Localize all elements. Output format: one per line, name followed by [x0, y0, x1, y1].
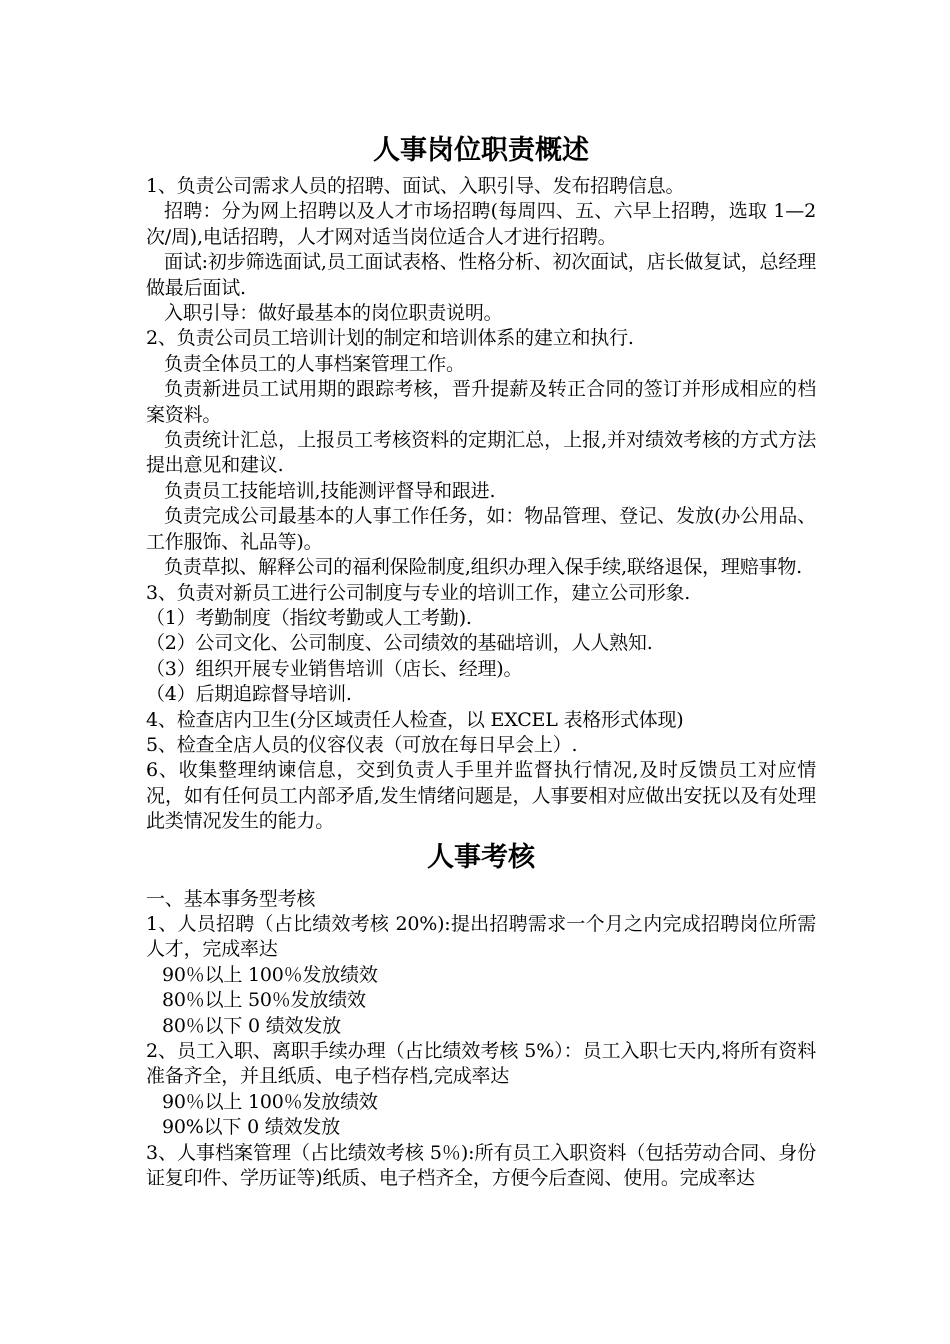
paragraph: 负责草拟、解释公司的福利保险制度,组织办理入保手续,联络退保，理赔事物. [164, 556, 802, 579]
paragraph: （3）组织开展专业销售培训（店长、经理)。 [146, 657, 523, 680]
document-page [146, 132, 816, 1191]
paragraph: 负责员工技能培训,技能测评督导和跟进. [164, 479, 496, 502]
section-body-hr-assessment [146, 887, 816, 1192]
paragraph: （2）公司文化、公司制度、公司绩效的基础培训，人人熟知. [146, 632, 653, 655]
section-title-job-duties: 人事岗位职责概述 [373, 135, 589, 166]
paragraph: 招聘：分为网上招聘以及人才市场招聘(每周四、五、六早上招聘，选取 1—2 次/周),电话招聘，人才网对适当岗位适合人才进行招聘。 [146, 200, 816, 248]
paragraph: 1、人员招聘（占比绩效考核 20%):提出招聘需求一个月之内完成招聘岗位所需人才，完成率达 [146, 912, 816, 961]
paragraph: 负责统计汇总，上报员工考核资料的定期汇总，上报,并对绩效考核的方式方法提出意见和建议. [146, 429, 816, 477]
section-title-hr-assessment: 人事考核 [427, 841, 535, 873]
paragraph: 入职引导：做好最基本的岗位职责说明。 [164, 302, 503, 325]
paragraph: 90%以下 0 绩效发放 [162, 1116, 340, 1139]
paragraph: 4、检查店内卫生(分区域责任人检查，以 EXCEL 表格形式体现) [146, 708, 684, 731]
paragraph: 90％以上 100％发放绩效 [162, 1090, 378, 1113]
paragraph: （4）后期追踪督导培训. [146, 683, 352, 706]
paragraph: 面试:初步筛选面试,员工面试表格、性格分析、初次面试，店长做复试，总经理做最后面试. [146, 251, 816, 299]
paragraph: 2、员工入职、离职手续办理（占比绩效考核 5%）：员工入职七天内,将所有资料准备齐全，并且纸质、电子档存档,完成率达 [146, 1040, 816, 1088]
paragraph: 3、负责对新员工进行公司制度与专业的培训工作，建立公司形象. [146, 581, 691, 604]
paragraph: 6、收集整理纳谏信息，交到负责人手里并监督执行情况,及时反馈员工对应情况，如有任何员工内部矛盾,发生情绪问题是，人事要相对应做出安抚以及有处理此类情况发生的能力。 [146, 759, 816, 833]
paragraph: 90％以上 100％发放绩效 [162, 963, 378, 986]
paragraph: 5、检查全店人员的仪容仪表（可放在每日早会上）. [146, 733, 578, 756]
paragraph: 2、负责公司员工培训计划的制定和培训体系的建立和执行. [146, 327, 634, 350]
paragraph: 负责完成公司最基本的人事工作任务，如：物品管理、登记、发放(办公用品、工作服饰、礼品等)。 [146, 505, 816, 553]
section-body-job-duties [146, 174, 816, 835]
paragraph: 80％以上 50％发放绩效 [162, 989, 366, 1012]
paragraph: 负责全体员工的人事档案管理工作。 [164, 352, 465, 375]
paragraph: 3、人事档案管理（占比绩效考核 5％):所有员工入职资料（包括劳动合同、身份证复印件、学历证等)纸质、电子档齐全，方便今后查阅、使用。完成率达 [146, 1141, 816, 1190]
paragraph: （1）考勤制度（指纹考勤或人工考勤). [146, 606, 472, 629]
paragraph: 1、负责公司需求人员的招聘、面试、入职引导、发布招聘信息。 [146, 175, 685, 197]
paragraph: 80％以下 0 绩效发放 [162, 1014, 341, 1037]
paragraph: 一、基本事务型考核 [146, 887, 316, 910]
paragraph: 负责新进员工试用期的跟踪考核，晋升提薪及转正合同的签订并形成相应的档案资料。 [146, 378, 816, 426]
